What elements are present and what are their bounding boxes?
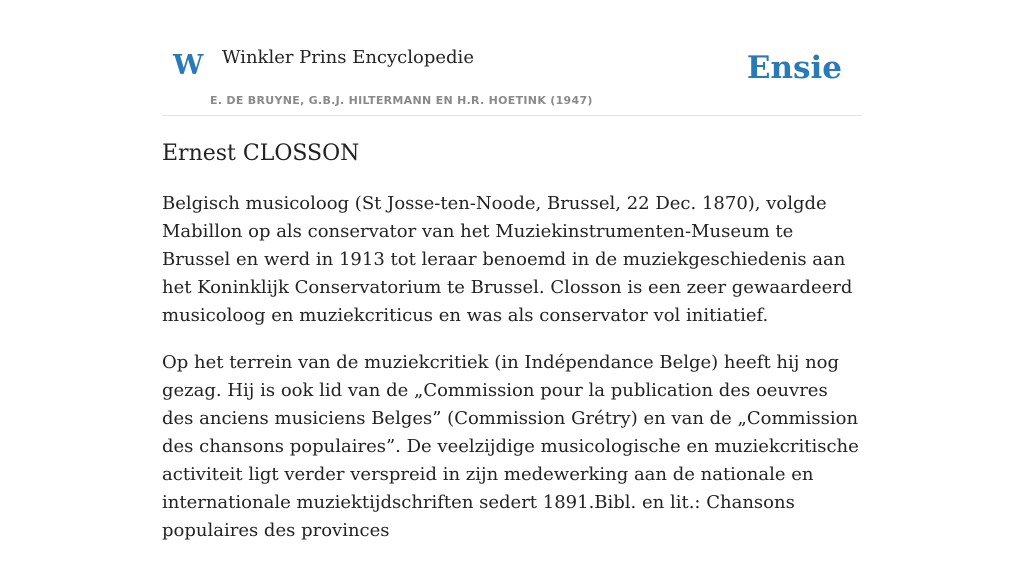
article-paragraph-2: Op het terrein van de muziekcritiek (in Indépendance Belge) heeft hij nog gezag. Hij is ook lid van de „Commission pour la publication des oeuvres des anciens musiciens Belges” (Commission Grétry) en van de „Commission des chansons populaires”. De veelzijdige musicologische en muziekcritische activiteit ligt verder verspreid in zijn medewerking aan de nationale en internationale muziektijdschriften sedert 1891.Bibl. en lit.: Chansons populaires des provinces — [162, 352, 859, 541]
article-paragraph-1: Belgisch musicoloog (St Josse-ten-Noode, Brussel, 22 Dec. 1870), volgde Mabillon op als conservator van het Muziekinstrumenten-Museum te Brussel en werd in 1913 tot leraar benoemd in de muziekgeschiedenis aan het Koninklijk Conservatorium te Brussel. Closson is een zeer gewaardeerd musicoloog en muziekcriticus en was als conservator vol initiatief. — [162, 193, 853, 326]
winkler-prins-logo[interactable]: W — [173, 50, 204, 81]
source-header — [162, 40, 862, 116]
article-title: Ernest CLOSSON — [162, 141, 360, 166]
article — [162, 138, 862, 564]
source-authors: E. DE BRUYNE, G.B.J. HILTERMANN EN H.R. HOETINK (1947) — [210, 94, 593, 107]
ensie-logo-link[interactable]: Ensie — [746, 50, 842, 86]
source-title[interactable]: Winkler Prins Encyclopedie — [222, 47, 474, 68]
